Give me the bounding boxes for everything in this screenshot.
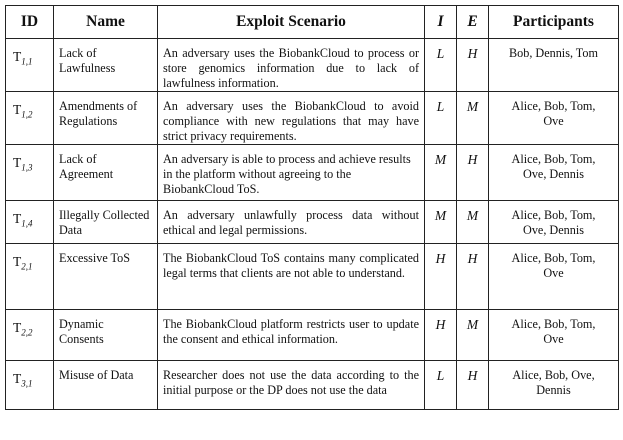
header-impact: I: [425, 6, 457, 39]
threat-table: [5, 5, 619, 410]
threat-participants: Alice, Bob, Tom, Ove: [489, 244, 619, 310]
threat-exploitability: M: [457, 201, 489, 244]
threat-id-subscript: 1,2: [21, 109, 33, 120]
threat-participants: Bob, Dennis, Tom: [489, 39, 619, 92]
threat-id-letter: T: [13, 254, 22, 269]
threat-impact: H: [425, 310, 457, 361]
threat-scenario: An adversary uses the BiobankCloud to avoid compliance with new regulations that may have strict privacy requirements.: [158, 92, 425, 145]
table-row: [6, 310, 619, 361]
threat-id-subscript: 1,4: [21, 218, 33, 229]
threat-id: [6, 92, 54, 145]
header-participants: Participants: [489, 6, 619, 39]
table-row: [6, 92, 619, 145]
threat-id: [6, 145, 54, 201]
threat-exploitability: M: [457, 92, 489, 145]
threat-name: Excessive ToS: [54, 244, 158, 310]
header-name: Name: [54, 6, 158, 39]
table-row: [6, 361, 619, 410]
threat-name: Amendments of Regulations: [54, 92, 158, 145]
threat-id: [6, 244, 54, 310]
threat-name: Lack of Agreement: [54, 145, 158, 201]
header-id: ID: [6, 6, 54, 39]
threat-participants: Alice, Bob, Tom, Ove: [489, 92, 619, 145]
threat-id-letter: T: [13, 49, 22, 64]
threat-exploitability: H: [457, 145, 489, 201]
threat-id-letter: T: [13, 211, 22, 226]
threat-name: Dynamic Consents: [54, 310, 158, 361]
table-row: [6, 39, 619, 92]
threat-impact: M: [425, 201, 457, 244]
table-row: [6, 145, 619, 201]
threat-id-subscript: 3,1: [21, 378, 33, 389]
table-row: [6, 201, 619, 244]
threat-id-subscript: 1,3: [21, 162, 33, 173]
threat-participants: Alice, Bob, Tom, Ove, Dennis: [489, 201, 619, 244]
header-scenario: Exploit Scenario: [158, 6, 425, 39]
threat-id-subscript: 2,1: [21, 261, 33, 272]
threat-exploitability: H: [457, 361, 489, 410]
threat-impact: L: [425, 361, 457, 410]
threat-id-subscript: 1,1: [21, 56, 33, 67]
threat-name: Lack of Lawfulness: [54, 39, 158, 92]
threat-scenario: The BiobankCloud ToS contains many complicated legal terms that clients are not able to understand.: [158, 244, 425, 310]
threat-id-subscript: 2,2: [21, 327, 33, 338]
threat-impact: L: [425, 92, 457, 145]
threat-id-letter: T: [13, 320, 22, 335]
threat-scenario: An adversary uses the BiobankCloud to process or store genomics information due to lack of lawfulness information.: [158, 39, 425, 92]
threat-id: [6, 39, 54, 92]
threat-id-letter: T: [13, 155, 22, 170]
threat-participants: Alice, Bob, Tom, Ove: [489, 310, 619, 361]
threat-id-letter: T: [13, 371, 22, 386]
threat-scenario: An adversary unlawfully process data without ethical and legal permissions.: [158, 201, 425, 244]
threat-scenario: The BiobankCloud platform restricts user to update the consent and ethical information.: [158, 310, 425, 361]
threat-name: Misuse of Data: [54, 361, 158, 410]
header-exploitability: E: [457, 6, 489, 39]
threat-id-letter: T: [13, 102, 22, 117]
threat-id: [6, 201, 54, 244]
threat-name: Illegally Collected Data: [54, 201, 158, 244]
threat-exploitability: M: [457, 310, 489, 361]
threat-scenario: An adversary is able to process and achieve results in the platform without agreeing to the BiobankCloud ToS.: [158, 145, 425, 201]
threat-exploitability: H: [457, 244, 489, 310]
threat-participants: Alice, Bob, Tom, Ove, Dennis: [489, 145, 619, 201]
table-row: [6, 244, 619, 310]
threat-impact: M: [425, 145, 457, 201]
threat-exploitability: H: [457, 39, 489, 92]
threat-id: [6, 361, 54, 410]
threat-id: [6, 310, 54, 361]
header-row: [6, 6, 619, 39]
threat-impact: H: [425, 244, 457, 310]
threat-impact: L: [425, 39, 457, 92]
threat-scenario: Researcher does not use the data according to the initial purpose or the DP does not use the data: [158, 361, 425, 410]
threat-participants: Alice, Bob, Ove, Dennis: [489, 361, 619, 410]
